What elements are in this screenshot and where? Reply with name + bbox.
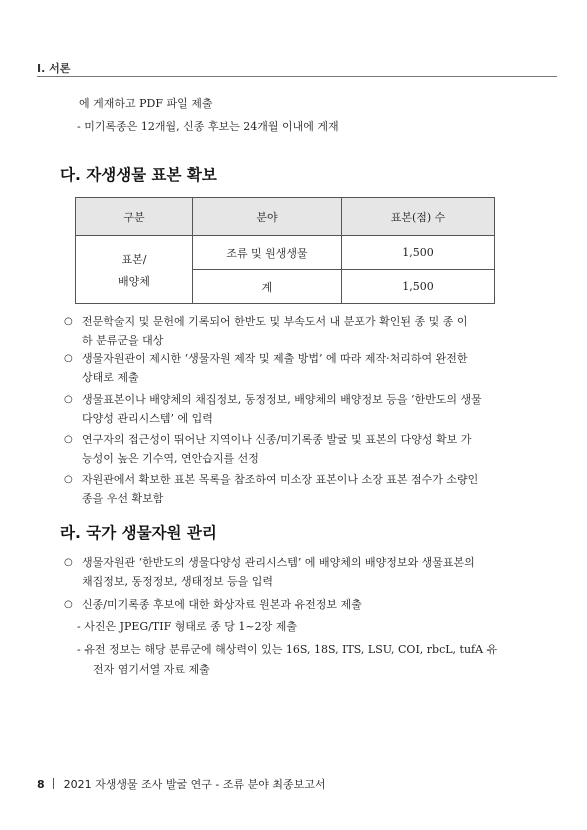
bullet-mark: ○ bbox=[64, 434, 73, 445]
bullet-text-continued: 종을 우선 확보함 bbox=[82, 492, 164, 505]
bullet-text: 생물표본이나 배양체의 채집정보, 동정정보, 배양체의 배양정보 등을 ‘한반도의 생물 bbox=[82, 393, 482, 406]
dash-item: - 유전 정보는 해당 분류군에 해상력이 있는 16S, 18S, ITS, LSU, COI, rbcL, tufA 유 bbox=[77, 643, 498, 656]
bullet-text-continued: 능성이 높은 기수역, 연안습지를 선정 bbox=[82, 452, 259, 465]
bullet-mark: ○ bbox=[64, 353, 73, 364]
bullet-text: 자원관에서 확보한 표본 목록을 참조하여 미소장 표본이나 소장 표본 점수가 소량인 bbox=[82, 473, 479, 486]
table-header-cell: 구분 bbox=[76, 198, 193, 236]
bullet-text-continued: 상태로 제출 bbox=[82, 371, 139, 384]
page-footer bbox=[37, 776, 326, 792]
bullet-mark: ○ bbox=[64, 557, 73, 568]
table-header-cell: 분야 bbox=[193, 198, 342, 236]
footer-separator bbox=[53, 778, 54, 789]
intro-line-2: - 미기록종은 12개월, 신종 후보는 24개월 이내에 게재 bbox=[77, 120, 339, 133]
bullet-text: 전문학술지 및 문헌에 기록되어 한반도 및 부속도서 내 분포가 확인된 종 및 종 이 bbox=[82, 315, 468, 328]
table-cell-field: 조류 및 원생생물 bbox=[193, 236, 342, 270]
specimen-table bbox=[75, 197, 495, 304]
bullet-mark: ○ bbox=[64, 394, 73, 405]
intro-line-1: 에 게재하고 PDF 파일 제출 bbox=[79, 97, 213, 110]
dash-item-continued: 전자 염기서열 자료 제출 bbox=[93, 663, 210, 676]
table-cell-field: 계 bbox=[193, 270, 342, 304]
table-cell-count: 1,500 bbox=[342, 270, 495, 304]
bullet-mark: ○ bbox=[64, 599, 73, 610]
bullet-mark: ○ bbox=[64, 316, 73, 327]
group-label-line-1: 표본/ bbox=[121, 252, 147, 266]
bullet-text: 신종/미기록종 후보에 대한 화상자료 원본과 유전정보 제출 bbox=[82, 598, 362, 611]
bullet-text: 연구자의 접근성이 뛰어난 지역이나 신종/미기록종 발굴 및 표본의 다양성 확보 가 bbox=[82, 433, 472, 446]
group-label-line-2: 배양체 bbox=[118, 274, 150, 288]
bullet-text-continued: 하 분류군을 대상 bbox=[82, 334, 164, 347]
table-row bbox=[76, 236, 495, 270]
bullet-text-continued: 다양성 관리시스템’ 에 입력 bbox=[82, 412, 213, 425]
bullet-text-continued: 채집정보, 동정정보, 생태정보 등을 입력 bbox=[82, 575, 273, 588]
table-header-cell: 표본(점) 수 bbox=[342, 198, 495, 236]
section-heading-da: 다. 자생생물 표본 확보 bbox=[60, 166, 217, 184]
bullet-text: 생물자원관 ‘한반도의 생물다양성 관리시스템’ 에 배양체의 배양정보와 생물표본의 bbox=[82, 556, 475, 569]
header-divider bbox=[37, 76, 557, 77]
section-heading-ra: 라. 국가 생물자원 관리 bbox=[60, 524, 217, 542]
table-header-row bbox=[76, 198, 495, 236]
report-title: 2021 자생생물 조사 발굴 연구 - 조류 분야 최종보고서 bbox=[63, 778, 326, 791]
table-group-cell bbox=[76, 236, 193, 304]
dash-item: - 사진은 JPEG/TIF 형태로 종 당 1~2장 제출 bbox=[77, 620, 297, 633]
bullet-text: 생물자원관이 제시한 ‘생물자원 제작 및 제출 방법’ 에 따라 제작·처리하여 완전한 bbox=[82, 352, 468, 365]
bullet-mark: ○ bbox=[64, 474, 73, 485]
chapter-header: I. 서론 bbox=[37, 62, 71, 75]
page-number: 8 bbox=[37, 778, 45, 791]
table-cell-count: 1,500 bbox=[342, 236, 495, 270]
